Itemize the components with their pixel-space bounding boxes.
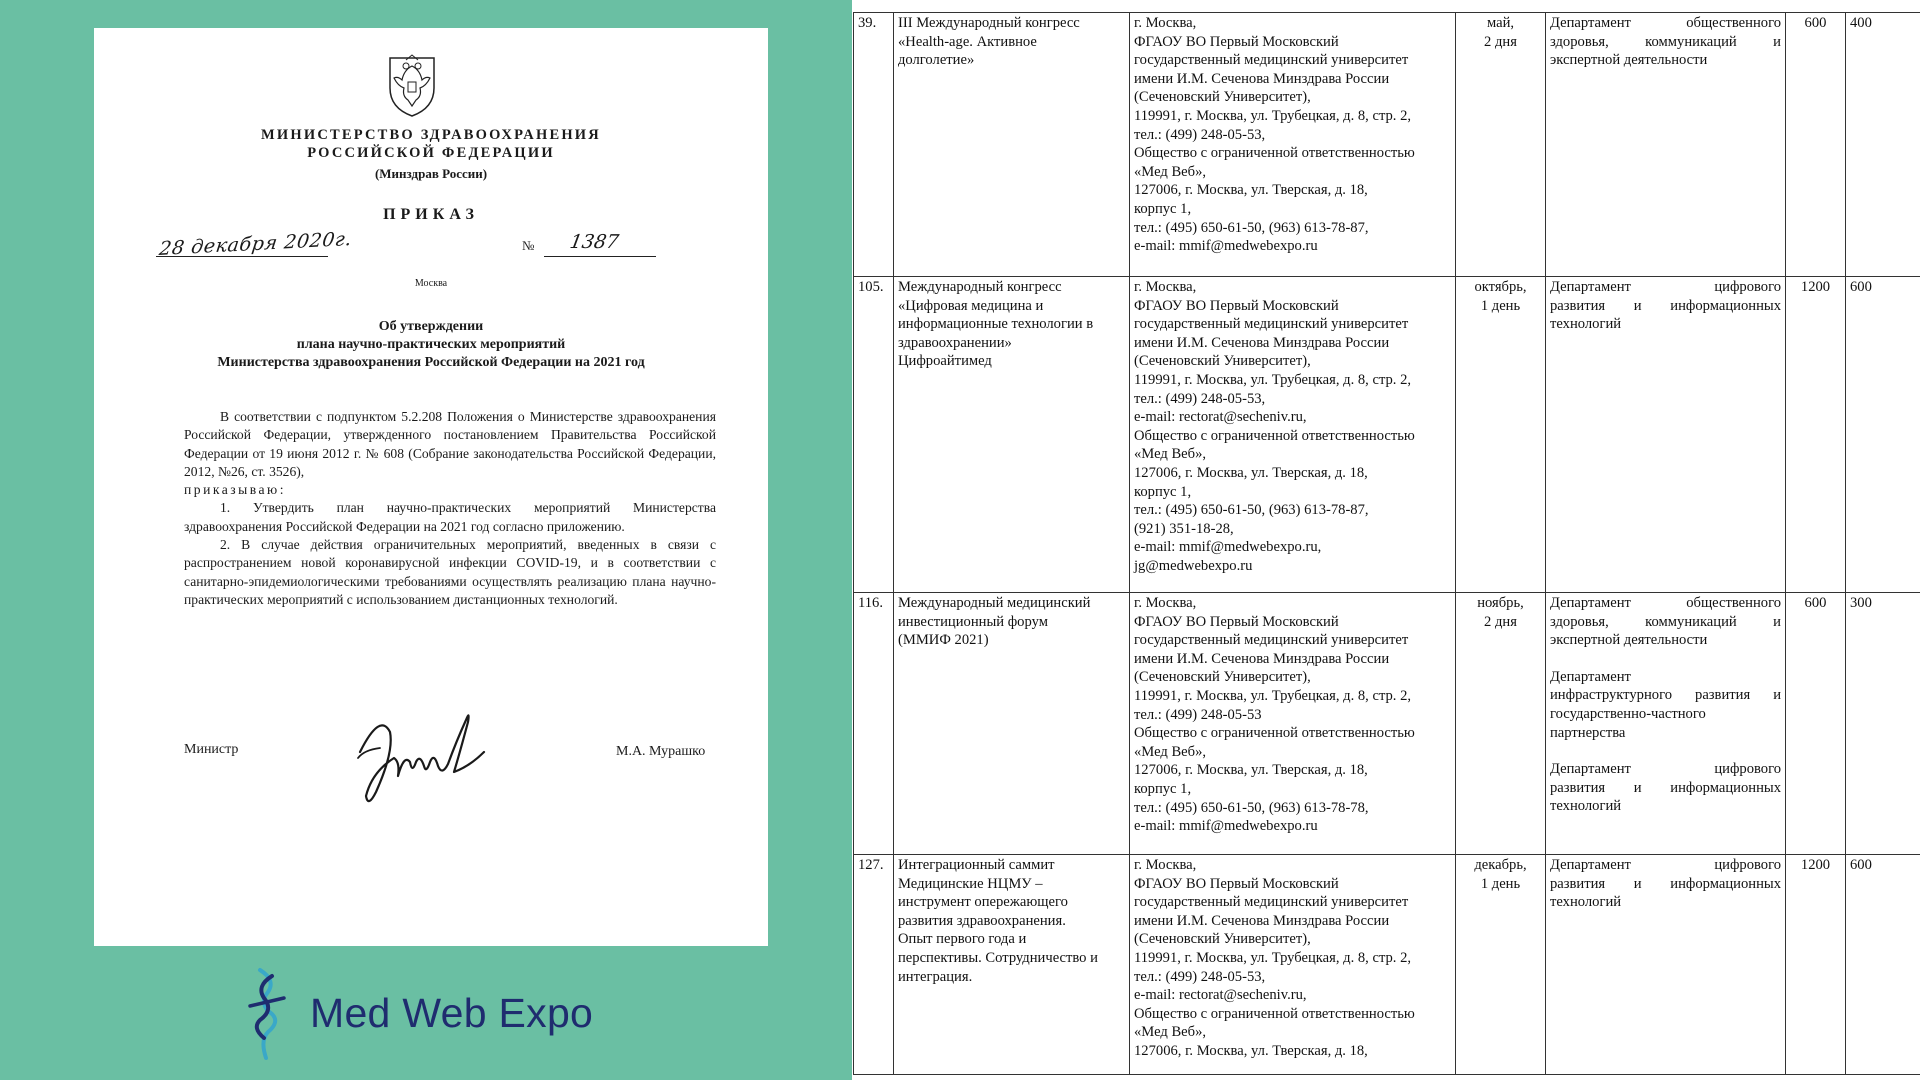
department-block xyxy=(1550,278,1781,334)
cell-line: технологий xyxy=(1550,894,1622,911)
cell-line: государственный медицинский университет xyxy=(1134,316,1409,333)
cell-line: интеграция. xyxy=(898,968,973,985)
event-organizer-cell xyxy=(1130,855,1456,1075)
event-number-cell: 39. xyxy=(854,13,894,277)
cell-line: май, xyxy=(1486,15,1515,31)
order-item-2: 2. В случае действия ограничительных мероприятий, введенных в связи с распространением новой коронавирусной инфекции COVID-19, и в соответствии с санитарно-эпидемиологическими требованиями осуществлять реализацию плана научно-практических мероприятий с использованием дистанционных технологий. xyxy=(184,537,716,607)
cell-line: Департамент цифрового xyxy=(1550,857,1781,873)
cell-line: развития и информационных xyxy=(1550,875,1781,892)
event-title-cell xyxy=(894,855,1130,1075)
cell-line: 2 дня xyxy=(1484,613,1517,630)
event-department-cell xyxy=(1546,593,1786,855)
event-department-cell xyxy=(1546,277,1786,593)
department-spacer xyxy=(1550,650,1781,668)
cell-line: 127006, г. Москва, ул. Тверская, д. 18, xyxy=(1134,762,1368,779)
subject-line-1: Об утверждении xyxy=(378,319,484,334)
order-body xyxy=(184,408,716,609)
event-participants-cell: 1200 xyxy=(1786,855,1846,1075)
cell-line: 119991, г. Москва, ул. Трубецкая, д. 8, стр. 2, xyxy=(1134,107,1412,124)
cell-line: октябрь, xyxy=(1474,279,1527,295)
cell-line: Международный конгресс xyxy=(898,279,1062,295)
cell-line: экспертной деятельности xyxy=(1550,632,1708,649)
cell-line: здоровья, коммуникаций и xyxy=(1550,613,1781,630)
cell-line: e-mail: mmif@medwebexpo.ru xyxy=(1134,238,1318,255)
event-count-cell: 400 xyxy=(1846,13,1920,277)
department-block xyxy=(1550,856,1781,912)
cell-line: технологий xyxy=(1550,316,1622,333)
department-block xyxy=(1550,760,1781,816)
order-document xyxy=(94,28,768,946)
event-count-cell: 600 xyxy=(1846,277,1920,593)
events-plan-page xyxy=(852,0,1920,1080)
cell-line: долголетие» xyxy=(898,52,975,69)
cell-line: партнерства xyxy=(1550,724,1626,741)
cell-line: «Мед Веб», xyxy=(1134,1024,1207,1041)
event-date-cell xyxy=(1456,13,1546,277)
event-row xyxy=(854,13,1920,277)
cell-line: Медицинские НЦМУ – xyxy=(898,875,1043,892)
cell-line: тел.: (499) 248-05-53, xyxy=(1134,968,1266,985)
cell-line: развития и информационных xyxy=(1550,779,1781,796)
order-verb: приказываю: xyxy=(184,482,286,498)
logo-caduceus-icon xyxy=(246,966,288,1062)
cell-line: (Сеченовский Университет), xyxy=(1134,669,1311,686)
cell-line: 127006, г. Москва, ул. Тверская, д. 18, xyxy=(1134,182,1368,199)
event-participants-cell: 1200 xyxy=(1786,277,1846,593)
event-organizer-cell xyxy=(1130,13,1456,277)
events-table-body xyxy=(854,13,1920,1075)
cell-line: e-mail: mmif@medwebexpo.ru xyxy=(1134,818,1318,835)
subject-line-3: Министерства здравоохранения Российской Федерации на 2021 год xyxy=(217,355,645,370)
event-row xyxy=(854,855,1920,1075)
cell-line: тел.: (499) 248-05-53, xyxy=(1134,126,1266,143)
order-item-1: 1. Утвердить план научно-практических мероприятий Министерства здравоохранения Российской Федерации на 2021 год согласно приложению. xyxy=(184,500,716,534)
event-title-cell xyxy=(894,13,1130,277)
order-title: ПРИКАЗ xyxy=(383,206,479,223)
event-number-cell: 116. xyxy=(854,593,894,855)
event-date-cell xyxy=(1456,855,1546,1075)
cell-line: (Сеченовский Университет), xyxy=(1134,353,1311,370)
signer-role: Министр xyxy=(184,742,239,757)
cell-line: Департамент цифрового xyxy=(1550,279,1781,295)
event-number-cell: 105. xyxy=(854,277,894,593)
event-participants-cell: 600 xyxy=(1786,13,1846,277)
cell-line: «Health-age. Активное xyxy=(898,33,1037,50)
cell-line: ФГАОУ ВО Первый Московский xyxy=(1134,613,1339,630)
event-number-cell: 127. xyxy=(854,855,894,1075)
cell-line: государственно-частного xyxy=(1550,705,1706,722)
cell-line: имени И.М. Сеченова Минздрава России xyxy=(1134,912,1390,929)
signature-icon xyxy=(320,692,496,814)
cell-line: Общество с ограниченной ответственностью xyxy=(1134,427,1415,444)
cell-line: Международный медицинский xyxy=(898,595,1091,611)
cell-line: Департамент общественного xyxy=(1550,15,1781,31)
cell-line: г. Москва, xyxy=(1134,15,1197,31)
cell-line: 119991, г. Москва, ул. Трубецкая, д. 8, стр. 2, xyxy=(1134,687,1412,704)
preamble-paragraph xyxy=(184,408,716,499)
cell-line: государственный медицинский университет xyxy=(1134,52,1409,69)
cell-line: г. Москва, xyxy=(1134,857,1197,873)
cell-line: 1 день xyxy=(1480,297,1521,314)
cell-line: 1 день xyxy=(1480,875,1521,892)
cell-line: инструмент опережающего xyxy=(898,894,1068,911)
cell-line: инфраструктурного развития и xyxy=(1550,687,1781,704)
cell-line: ноябрь, xyxy=(1477,595,1524,611)
cell-line: «Цифровая медицина и xyxy=(898,297,1044,314)
cell-line: Общество с ограниченной ответственностью xyxy=(1134,725,1415,742)
event-organizer-cell xyxy=(1130,593,1456,855)
cell-line: 2 дня xyxy=(1484,33,1517,50)
cell-line: тел.: (499) 248-05-53 xyxy=(1134,706,1262,723)
cell-line: 127006, г. Москва, ул. Тверская, д. 18, xyxy=(1134,1042,1368,1059)
cell-line: имени И.М. Сеченова Минздрава России xyxy=(1134,70,1390,87)
cell-line: ФГАОУ ВО Первый Московский xyxy=(1134,33,1339,50)
coat-of-arms-icon xyxy=(384,52,440,118)
event-title-cell xyxy=(894,593,1130,855)
event-date-cell xyxy=(1456,277,1546,593)
event-title-cell xyxy=(894,277,1130,593)
cell-line: здравоохранении» xyxy=(898,334,1012,351)
ministry-name xyxy=(94,126,768,162)
cell-line: 119991, г. Москва, ул. Трубецкая, д. 8, стр. 2, xyxy=(1134,949,1412,966)
logo-text: Med Web Expo xyxy=(310,990,594,1036)
cell-line: Опыт первого года и xyxy=(898,931,1027,948)
event-department-cell xyxy=(1546,13,1786,277)
cell-line: 127006, г. Москва, ул. Тверская, д. 18, xyxy=(1134,464,1368,481)
cell-line: имени И.М. Сеченова Минздрава России xyxy=(1134,650,1390,667)
cell-line: e-mail: mmif@medwebexpo.ru, xyxy=(1134,539,1322,556)
event-organizer-cell xyxy=(1130,277,1456,593)
cell-line: «Мед Веб», xyxy=(1134,163,1207,180)
order-city: Москва xyxy=(414,278,448,289)
cell-line: тел.: (495) 650-61-50, (963) 613-78-78, xyxy=(1134,799,1369,816)
cell-line: Общество с ограниченной ответственностью xyxy=(1134,1005,1415,1022)
cell-line: Департамент xyxy=(1550,668,1631,685)
cell-line: Общество с ограниченной ответственностью xyxy=(1134,145,1415,162)
cell-line: тел.: (495) 650-61-50, (963) 613-78-87, xyxy=(1134,502,1369,519)
order-date: 28 декабря 2020г. xyxy=(157,228,354,260)
department-block xyxy=(1550,668,1781,742)
event-department-cell xyxy=(1546,855,1786,1075)
cell-line: г. Москва, xyxy=(1134,595,1197,611)
cell-line: перспективы. Сотрудничество и xyxy=(898,949,1098,966)
order-subject xyxy=(94,318,768,372)
department-spacer xyxy=(1550,742,1781,760)
signer-name: М.А. Мурашко xyxy=(616,744,706,759)
cell-line: здоровья, коммуникаций и xyxy=(1550,33,1781,50)
event-row xyxy=(854,593,1920,855)
cell-line: Департамент цифрового xyxy=(1550,761,1781,778)
cell-line: государственный медицинский университет xyxy=(1134,632,1409,649)
cell-line: г. Москва, xyxy=(1134,279,1197,295)
subject-line-2: плана научно-практических мероприятий xyxy=(296,337,566,352)
cell-line: (Сеченовский Университет), xyxy=(1134,89,1311,106)
cell-line: технологий xyxy=(1550,798,1622,815)
ministry-short-name: (Минздрав России) xyxy=(374,166,488,181)
event-participants-cell: 600 xyxy=(1786,593,1846,855)
cell-line: развития и информационных xyxy=(1550,297,1781,314)
cell-line: корпус 1, xyxy=(1134,483,1192,500)
cell-line: Интеграционный саммит xyxy=(898,857,1055,873)
event-count-cell: 600 xyxy=(1846,855,1920,1075)
cell-line: e-mail: rectorat@secheniv.ru, xyxy=(1134,409,1307,426)
cell-line: тел.: (499) 248-05-53, xyxy=(1134,390,1266,407)
cell-line: инвестиционный форум xyxy=(898,613,1048,630)
event-date-cell xyxy=(1456,593,1546,855)
cell-line: (Сеченовский Университет), xyxy=(1134,931,1311,948)
cell-line: экспертной деятельности xyxy=(1550,52,1708,69)
cell-line: корпус 1, xyxy=(1134,200,1192,217)
cell-line: ФГАОУ ВО Первый Московский xyxy=(1134,297,1339,314)
cell-line: ФГАОУ ВО Первый Московский xyxy=(1134,875,1339,892)
cell-line: 119991, г. Москва, ул. Трубецкая, д. 8, стр. 2, xyxy=(1134,371,1412,388)
med-web-expo-logo xyxy=(236,960,636,1060)
cell-line: тел.: (495) 650-61-50, (963) 613-78-87, xyxy=(1134,219,1369,236)
cell-line: III Международный конгресс xyxy=(898,15,1080,31)
cell-line: информационные технологии в xyxy=(898,316,1094,333)
date-underline xyxy=(156,256,328,257)
cell-line: Департамент общественного xyxy=(1550,595,1781,611)
cell-line: jg@medwebexpo.ru xyxy=(1134,557,1253,574)
preamble-text: В соответствии с подпунктом 5.2.208 Положения о Министерстве здравоохранения Российской Федерации, утвержденного постановлением Правительства Российской Федерации от 19 июня 2012 г. № 608 (Собрание законодательства Российской Федерации, 2012, №26, ст. 3526), xyxy=(184,409,716,479)
events-table xyxy=(853,12,1920,1075)
event-count-cell: 300 xyxy=(1846,593,1920,855)
cell-line: «Мед Веб», xyxy=(1134,743,1207,760)
cell-line: (921) 351-18-28, xyxy=(1134,520,1234,537)
ministry-line-2: РОССИЙСКОЙ ФЕДЕРАЦИИ xyxy=(307,145,555,161)
cell-line: корпус 1, xyxy=(1134,780,1192,797)
cell-line: развития здравоохранения. xyxy=(898,912,1066,929)
ministry-line-1: МИНИСТЕРСТВО ЗДРАВООХРАНЕНИЯ xyxy=(261,127,601,143)
department-block xyxy=(1550,14,1781,70)
order-number: 1387 xyxy=(568,231,621,253)
cell-line: Цифроайтимед xyxy=(898,353,992,370)
cell-line: государственный медицинский университет xyxy=(1134,894,1409,911)
department-block xyxy=(1550,594,1781,650)
cell-line: декабрь, xyxy=(1474,857,1527,873)
event-row xyxy=(854,277,1920,593)
cell-line: e-mail: rectorat@secheniv.ru, xyxy=(1134,987,1307,1004)
cell-line: имени И.М. Сеченова Минздрава России xyxy=(1134,334,1390,351)
number-underline xyxy=(544,256,656,257)
cell-line: (ММИФ 2021) xyxy=(898,632,989,649)
number-label: № xyxy=(522,238,535,253)
cell-line: «Мед Веб», xyxy=(1134,446,1207,463)
